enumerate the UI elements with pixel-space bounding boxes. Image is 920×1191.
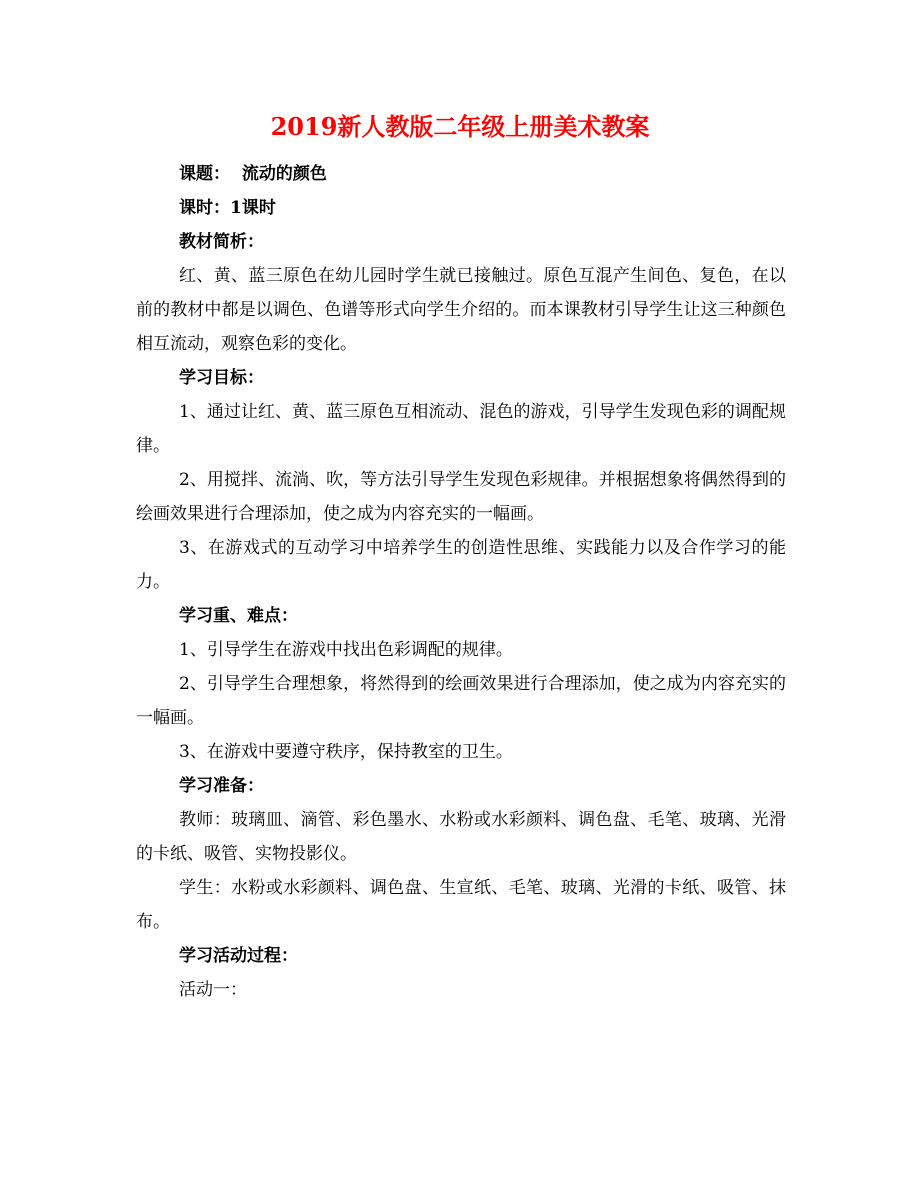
analysis-heading: 教材简析： xyxy=(179,232,264,252)
key-point-item: 3、在游戏中要遵守秩序，保持教室的卫生。 xyxy=(179,742,513,762)
topic-line xyxy=(136,157,786,191)
prep-teacher: 教师：玻璃皿、滴管、彩色墨水、水粉或水彩颜料、调色盘、毛笔、玻璃、光滑的卡纸、吸管、实物投影仪。 xyxy=(136,810,786,864)
prep-student: 学生：水粉或水彩颜料、调色盘、生宣纸、毛笔、玻璃、光滑的卡纸、吸管、抹布。 xyxy=(136,878,786,932)
key-point-item: 1、引导学生在游戏中找出色彩调配的规律。 xyxy=(179,640,513,660)
period-line: 课时：1课时 xyxy=(179,198,276,218)
key-point-item: 2、引导学生合理想象，将然得到的绘画效果进行合理添加，使之成为内容充实的一幅画。 xyxy=(136,674,786,728)
goal-item: 3、在游戏式的互动学习中培养学生的创造性思维、实践能力以及合作学习的能力。 xyxy=(136,538,786,592)
topic-label: 课题： xyxy=(179,164,230,184)
process-heading: 学习活动过程： xyxy=(179,946,298,966)
analysis-text: 红、黄、蓝三原色在幼儿园时学生就已接触过。原色互混产生间色、复色，在以前的教材中都是以调色、色谱等形式向学生介绍的。而本课教材引导学生让这三种颜色相互流动，观察色彩的变化。 xyxy=(136,266,786,354)
topic-value: 流动的颜色 xyxy=(241,164,327,184)
goal-item: 1、通过让红、黄、蓝三原色互相流动、混色的游戏，引导学生发现色彩的调配规律。 xyxy=(136,402,786,456)
prep-heading: 学习准备： xyxy=(179,776,264,796)
goals-heading: 学习目标： xyxy=(179,368,264,388)
goal-item: 2、用搅拌、流淌、吹，等方法引导学生发现色彩规律。并根据想象将偶然得到的绘画效果进行合理添加，使之成为内容充实的一幅画。 xyxy=(136,470,786,524)
document-title: 2019新人教版二年级上册美术教案 xyxy=(270,112,650,141)
document-body xyxy=(136,157,786,1007)
key-points-heading: 学习重、难点： xyxy=(179,606,298,626)
activity-one: 活动一： xyxy=(179,980,247,1000)
